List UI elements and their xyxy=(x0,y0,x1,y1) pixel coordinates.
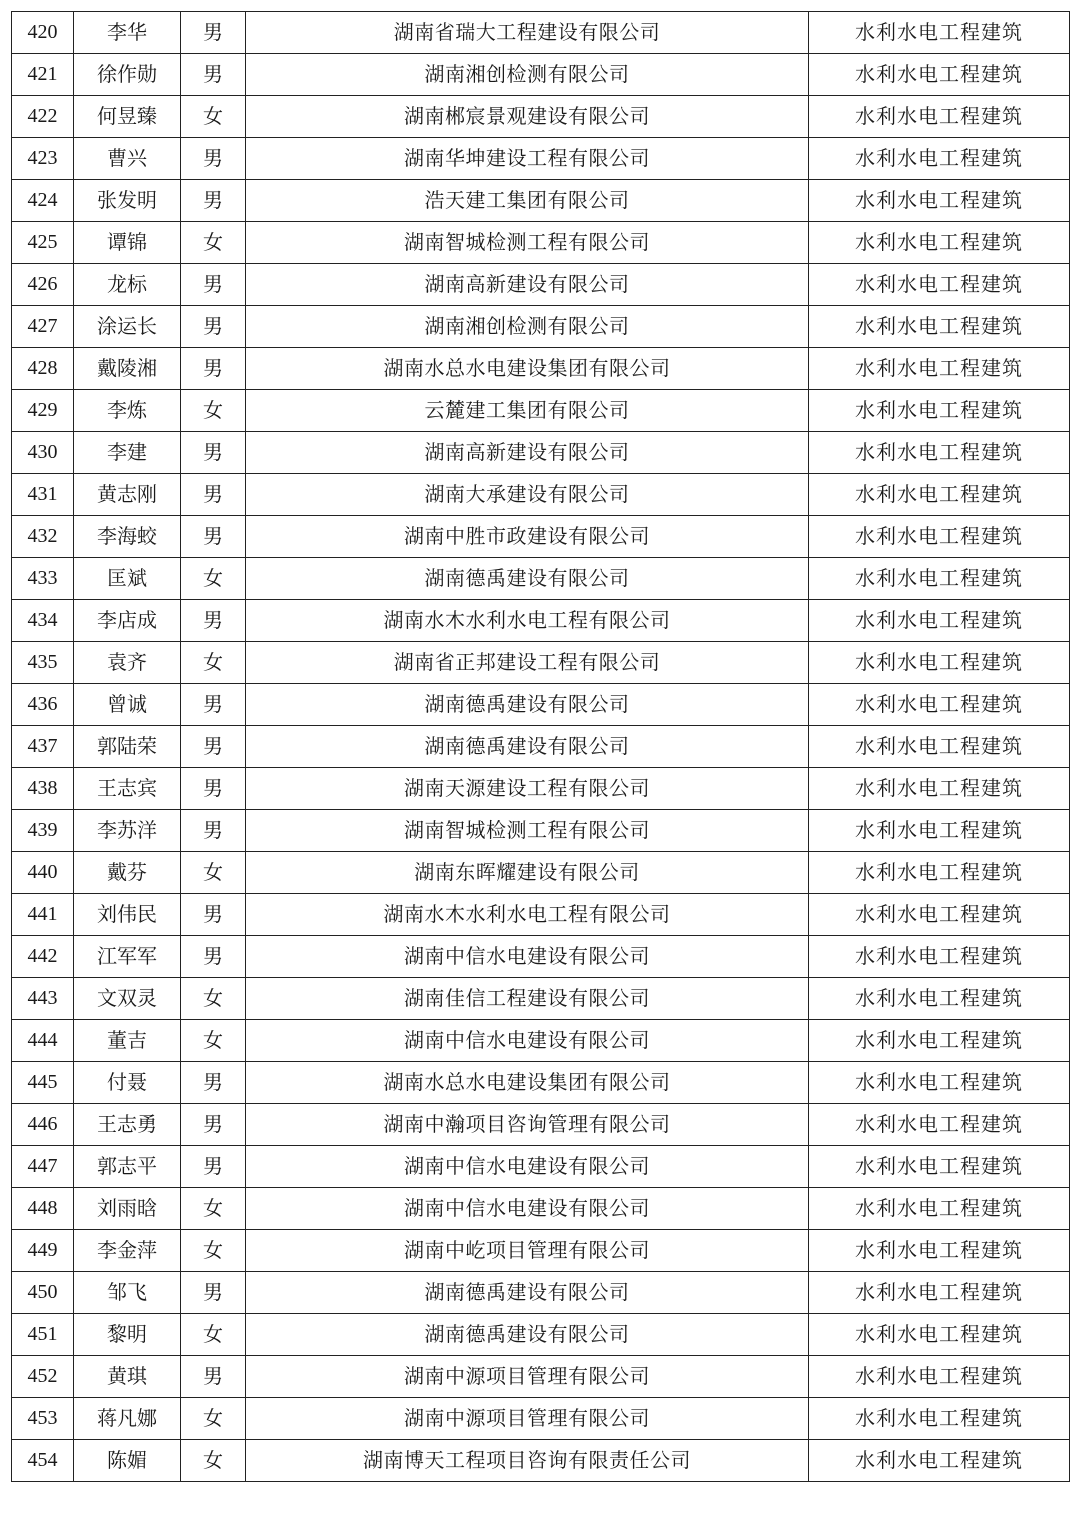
table-row xyxy=(12,642,1070,684)
row-number-cell: 424 xyxy=(12,180,74,222)
row-number-cell: 430 xyxy=(12,432,74,474)
company-cell: 湖南德禹建设有限公司 xyxy=(246,1272,809,1314)
gender-cell: 男 xyxy=(181,768,246,810)
gender-cell: 女 xyxy=(181,222,246,264)
gender-cell: 女 xyxy=(181,96,246,138)
person-name-cell: 陈媚 xyxy=(74,1440,181,1482)
person-name-cell: 袁齐 xyxy=(74,642,181,684)
major-cell: 水利水电工程建筑 xyxy=(809,768,1070,810)
gender-cell: 男 xyxy=(181,1272,246,1314)
row-number-cell: 435 xyxy=(12,642,74,684)
row-number-cell: 432 xyxy=(12,516,74,558)
table-row xyxy=(12,348,1070,390)
roster-table-body xyxy=(12,12,1070,1482)
row-number-cell: 420 xyxy=(12,12,74,54)
company-cell: 湖南中源项目管理有限公司 xyxy=(246,1356,809,1398)
person-name-cell: 李金萍 xyxy=(74,1230,181,1272)
table-row xyxy=(12,222,1070,264)
gender-cell: 男 xyxy=(181,1104,246,1146)
person-name-cell: 李海蛟 xyxy=(74,516,181,558)
company-cell: 湖南中信水电建设有限公司 xyxy=(246,1188,809,1230)
person-name-cell: 李华 xyxy=(74,12,181,54)
row-number-cell: 442 xyxy=(12,936,74,978)
major-cell: 水利水电工程建筑 xyxy=(809,894,1070,936)
row-number-cell: 433 xyxy=(12,558,74,600)
major-cell: 水利水电工程建筑 xyxy=(809,432,1070,474)
gender-cell: 女 xyxy=(181,390,246,432)
table-row xyxy=(12,1020,1070,1062)
company-cell: 浩天建工集团有限公司 xyxy=(246,180,809,222)
gender-cell: 男 xyxy=(181,138,246,180)
company-cell: 湖南中瀚项目咨询管理有限公司 xyxy=(246,1104,809,1146)
gender-cell: 男 xyxy=(181,810,246,852)
major-cell: 水利水电工程建筑 xyxy=(809,558,1070,600)
row-number-cell: 437 xyxy=(12,726,74,768)
person-name-cell: 李炼 xyxy=(74,390,181,432)
company-cell: 湖南智城检测工程有限公司 xyxy=(246,810,809,852)
gender-cell: 女 xyxy=(181,1440,246,1482)
person-name-cell: 黄志刚 xyxy=(74,474,181,516)
major-cell: 水利水电工程建筑 xyxy=(809,1188,1070,1230)
gender-cell: 男 xyxy=(181,600,246,642)
company-cell: 湖南德禹建设有限公司 xyxy=(246,1314,809,1356)
person-name-cell: 付聂 xyxy=(74,1062,181,1104)
company-cell: 湖南水木水利水电工程有限公司 xyxy=(246,600,809,642)
row-number-cell: 428 xyxy=(12,348,74,390)
table-row xyxy=(12,390,1070,432)
row-number-cell: 443 xyxy=(12,978,74,1020)
major-cell: 水利水电工程建筑 xyxy=(809,180,1070,222)
company-cell: 湖南东晖耀建设有限公司 xyxy=(246,852,809,894)
person-name-cell: 戴陵湘 xyxy=(74,348,181,390)
gender-cell: 男 xyxy=(181,1062,246,1104)
major-cell: 水利水电工程建筑 xyxy=(809,1146,1070,1188)
company-cell: 湖南博天工程项目咨询有限责任公司 xyxy=(246,1440,809,1482)
person-name-cell: 邹飞 xyxy=(74,1272,181,1314)
table-row xyxy=(12,1146,1070,1188)
gender-cell: 男 xyxy=(181,348,246,390)
row-number-cell: 441 xyxy=(12,894,74,936)
major-cell: 水利水电工程建筑 xyxy=(809,1398,1070,1440)
table-row xyxy=(12,1356,1070,1398)
row-number-cell: 429 xyxy=(12,390,74,432)
gender-cell: 女 xyxy=(181,642,246,684)
person-name-cell: 何昱臻 xyxy=(74,96,181,138)
gender-cell: 女 xyxy=(181,1398,246,1440)
major-cell: 水利水电工程建筑 xyxy=(809,1440,1070,1482)
row-number-cell: 434 xyxy=(12,600,74,642)
table-row xyxy=(12,54,1070,96)
person-name-cell: 张发明 xyxy=(74,180,181,222)
row-number-cell: 444 xyxy=(12,1020,74,1062)
gender-cell: 男 xyxy=(181,936,246,978)
table-row xyxy=(12,1272,1070,1314)
table-row xyxy=(12,1398,1070,1440)
company-cell: 湖南德禹建设有限公司 xyxy=(246,726,809,768)
company-cell: 湖南中信水电建设有限公司 xyxy=(246,936,809,978)
gender-cell: 男 xyxy=(181,516,246,558)
company-cell: 湖南德禹建设有限公司 xyxy=(246,558,809,600)
table-row xyxy=(12,978,1070,1020)
row-number-cell: 426 xyxy=(12,264,74,306)
person-name-cell: 王志宾 xyxy=(74,768,181,810)
table-row xyxy=(12,180,1070,222)
major-cell: 水利水电工程建筑 xyxy=(809,12,1070,54)
person-name-cell: 李苏洋 xyxy=(74,810,181,852)
company-cell: 湖南高新建设有限公司 xyxy=(246,264,809,306)
table-row xyxy=(12,1062,1070,1104)
row-number-cell: 440 xyxy=(12,852,74,894)
gender-cell: 女 xyxy=(181,1188,246,1230)
gender-cell: 女 xyxy=(181,558,246,600)
table-row xyxy=(12,936,1070,978)
person-name-cell: 匡斌 xyxy=(74,558,181,600)
gender-cell: 女 xyxy=(181,1020,246,1062)
table-row xyxy=(12,516,1070,558)
company-cell: 云麓建工集团有限公司 xyxy=(246,390,809,432)
company-cell: 湖南湘创检测有限公司 xyxy=(246,54,809,96)
table-row xyxy=(12,852,1070,894)
company-cell: 湖南中屹项目管理有限公司 xyxy=(246,1230,809,1272)
major-cell: 水利水电工程建筑 xyxy=(809,222,1070,264)
table-row xyxy=(12,1104,1070,1146)
gender-cell: 男 xyxy=(181,1356,246,1398)
table-row xyxy=(12,894,1070,936)
major-cell: 水利水电工程建筑 xyxy=(809,96,1070,138)
table-row xyxy=(12,1314,1070,1356)
table-row xyxy=(12,558,1070,600)
gender-cell: 女 xyxy=(181,1230,246,1272)
major-cell: 水利水电工程建筑 xyxy=(809,1104,1070,1146)
table-row xyxy=(12,264,1070,306)
company-cell: 湖南高新建设有限公司 xyxy=(246,432,809,474)
table-row xyxy=(12,432,1070,474)
major-cell: 水利水电工程建筑 xyxy=(809,1314,1070,1356)
gender-cell: 男 xyxy=(181,894,246,936)
person-name-cell: 江军军 xyxy=(74,936,181,978)
company-cell: 湖南省瑞大工程建设有限公司 xyxy=(246,12,809,54)
company-cell: 湖南郴宸景观建设有限公司 xyxy=(246,96,809,138)
gender-cell: 男 xyxy=(181,180,246,222)
row-number-cell: 438 xyxy=(12,768,74,810)
major-cell: 水利水电工程建筑 xyxy=(809,348,1070,390)
company-cell: 湖南水木水利水电工程有限公司 xyxy=(246,894,809,936)
company-cell: 湖南湘创检测有限公司 xyxy=(246,306,809,348)
table-row xyxy=(12,138,1070,180)
company-cell: 湖南中源项目管理有限公司 xyxy=(246,1398,809,1440)
person-name-cell: 徐作勋 xyxy=(74,54,181,96)
person-name-cell: 戴芬 xyxy=(74,852,181,894)
person-name-cell: 文双灵 xyxy=(74,978,181,1020)
table-row xyxy=(12,474,1070,516)
major-cell: 水利水电工程建筑 xyxy=(809,1062,1070,1104)
row-number-cell: 449 xyxy=(12,1230,74,1272)
row-number-cell: 450 xyxy=(12,1272,74,1314)
gender-cell: 男 xyxy=(181,474,246,516)
person-name-cell: 黄琪 xyxy=(74,1356,181,1398)
company-cell: 湖南华坤建设工程有限公司 xyxy=(246,138,809,180)
person-name-cell: 曾诚 xyxy=(74,684,181,726)
person-name-cell: 曹兴 xyxy=(74,138,181,180)
gender-cell: 男 xyxy=(181,306,246,348)
person-name-cell: 郭志平 xyxy=(74,1146,181,1188)
company-cell: 湖南省正邦建设工程有限公司 xyxy=(246,642,809,684)
row-number-cell: 448 xyxy=(12,1188,74,1230)
gender-cell: 男 xyxy=(181,432,246,474)
company-cell: 湖南智城检测工程有限公司 xyxy=(246,222,809,264)
person-name-cell: 李建 xyxy=(74,432,181,474)
major-cell: 水利水电工程建筑 xyxy=(809,1272,1070,1314)
row-number-cell: 451 xyxy=(12,1314,74,1356)
major-cell: 水利水电工程建筑 xyxy=(809,264,1070,306)
table-row xyxy=(12,1440,1070,1482)
gender-cell: 女 xyxy=(181,852,246,894)
table-row xyxy=(12,768,1070,810)
major-cell: 水利水电工程建筑 xyxy=(809,600,1070,642)
row-number-cell: 427 xyxy=(12,306,74,348)
company-cell: 湖南中胜市政建设有限公司 xyxy=(246,516,809,558)
major-cell: 水利水电工程建筑 xyxy=(809,306,1070,348)
gender-cell: 女 xyxy=(181,978,246,1020)
row-number-cell: 425 xyxy=(12,222,74,264)
major-cell: 水利水电工程建筑 xyxy=(809,1020,1070,1062)
person-name-cell: 谭锦 xyxy=(74,222,181,264)
table-row xyxy=(12,684,1070,726)
row-number-cell: 436 xyxy=(12,684,74,726)
person-name-cell: 涂运长 xyxy=(74,306,181,348)
major-cell: 水利水电工程建筑 xyxy=(809,54,1070,96)
major-cell: 水利水电工程建筑 xyxy=(809,516,1070,558)
company-cell: 湖南德禹建设有限公司 xyxy=(246,684,809,726)
table-row xyxy=(12,1188,1070,1230)
row-number-cell: 454 xyxy=(12,1440,74,1482)
table-row xyxy=(12,1230,1070,1272)
person-name-cell: 王志勇 xyxy=(74,1104,181,1146)
person-name-cell: 刘雨晗 xyxy=(74,1188,181,1230)
person-name-cell: 董吉 xyxy=(74,1020,181,1062)
row-number-cell: 431 xyxy=(12,474,74,516)
person-name-cell: 龙标 xyxy=(74,264,181,306)
row-number-cell: 423 xyxy=(12,138,74,180)
row-number-cell: 452 xyxy=(12,1356,74,1398)
table-row xyxy=(12,306,1070,348)
person-name-cell: 刘伟民 xyxy=(74,894,181,936)
row-number-cell: 453 xyxy=(12,1398,74,1440)
major-cell: 水利水电工程建筑 xyxy=(809,1230,1070,1272)
company-cell: 湖南中信水电建设有限公司 xyxy=(246,1020,809,1062)
company-cell: 湖南天源建设工程有限公司 xyxy=(246,768,809,810)
major-cell: 水利水电工程建筑 xyxy=(809,390,1070,432)
major-cell: 水利水电工程建筑 xyxy=(809,810,1070,852)
company-cell: 湖南大承建设有限公司 xyxy=(246,474,809,516)
major-cell: 水利水电工程建筑 xyxy=(809,1356,1070,1398)
gender-cell: 男 xyxy=(181,1146,246,1188)
gender-cell: 男 xyxy=(181,54,246,96)
major-cell: 水利水电工程建筑 xyxy=(809,684,1070,726)
major-cell: 水利水电工程建筑 xyxy=(809,474,1070,516)
row-number-cell: 439 xyxy=(12,810,74,852)
table-row xyxy=(12,96,1070,138)
person-name-cell: 李店成 xyxy=(74,600,181,642)
major-cell: 水利水电工程建筑 xyxy=(809,138,1070,180)
company-cell: 湖南水总水电建设集团有限公司 xyxy=(246,1062,809,1104)
table-row xyxy=(12,810,1070,852)
gender-cell: 男 xyxy=(181,684,246,726)
major-cell: 水利水电工程建筑 xyxy=(809,642,1070,684)
company-cell: 湖南中信水电建设有限公司 xyxy=(246,1146,809,1188)
company-cell: 湖南水总水电建设集团有限公司 xyxy=(246,348,809,390)
row-number-cell: 447 xyxy=(12,1146,74,1188)
person-name-cell: 郭陆荣 xyxy=(74,726,181,768)
roster-table xyxy=(11,11,1070,1482)
table-row xyxy=(12,600,1070,642)
major-cell: 水利水电工程建筑 xyxy=(809,978,1070,1020)
gender-cell: 男 xyxy=(181,12,246,54)
gender-cell: 男 xyxy=(181,264,246,306)
person-name-cell: 黎明 xyxy=(74,1314,181,1356)
major-cell: 水利水电工程建筑 xyxy=(809,936,1070,978)
major-cell: 水利水电工程建筑 xyxy=(809,852,1070,894)
row-number-cell: 446 xyxy=(12,1104,74,1146)
person-name-cell: 蒋凡娜 xyxy=(74,1398,181,1440)
gender-cell: 女 xyxy=(181,1314,246,1356)
table-row xyxy=(12,726,1070,768)
row-number-cell: 445 xyxy=(12,1062,74,1104)
company-cell: 湖南佳信工程建设有限公司 xyxy=(246,978,809,1020)
row-number-cell: 421 xyxy=(12,54,74,96)
table-row xyxy=(12,12,1070,54)
major-cell: 水利水电工程建筑 xyxy=(809,726,1070,768)
row-number-cell: 422 xyxy=(12,96,74,138)
gender-cell: 男 xyxy=(181,726,246,768)
